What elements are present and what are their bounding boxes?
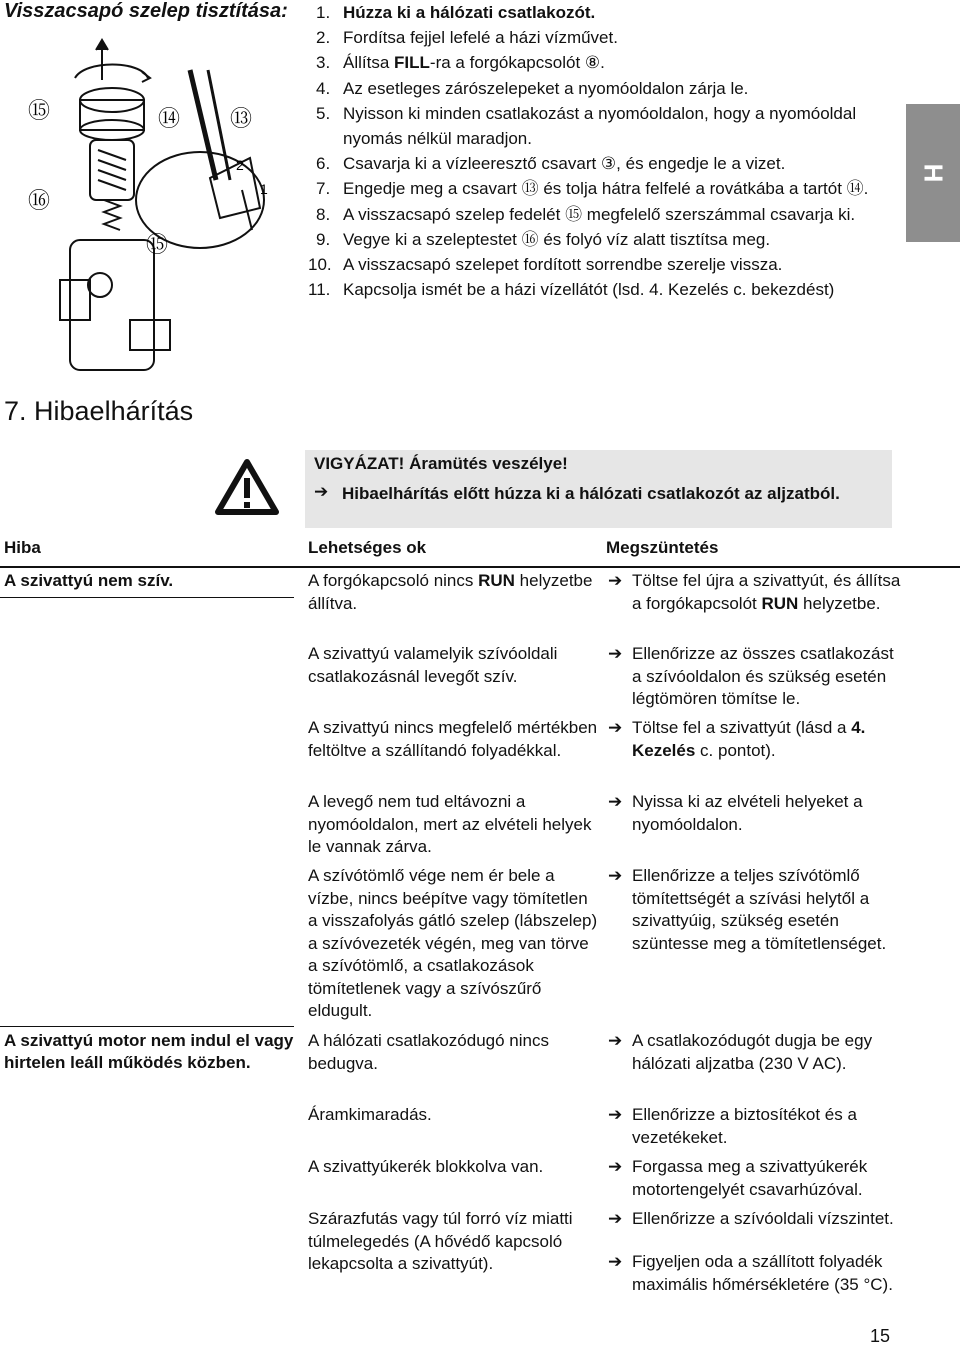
remedy-2-4: Ellenőrizze a szívóoldali vízszintet. xyxy=(632,1209,894,1228)
label-13: ⑬ xyxy=(230,107,253,132)
table-header-rule xyxy=(0,566,960,568)
arrow-icon: ➔ xyxy=(608,1252,623,1271)
arrow-icon: ➔ xyxy=(608,1105,623,1124)
header-fault: Hiba xyxy=(4,538,41,557)
page-number: 15 xyxy=(870,1326,891,1346)
cause-1-4: A levegő nem tud eltávozni a nyomóoldalon, mert az elvételi helyek le vannak zárva. xyxy=(308,792,592,856)
fault-2: A szivattyú motor nem indul el vagy hirtelen leáll működés közben. xyxy=(4,1031,294,1072)
language-tab: H xyxy=(906,104,960,242)
arrow-icon: ➔ xyxy=(608,1031,623,1050)
cause-2-1: A hálózati csatlakozódugó nincs bedugva. xyxy=(308,1031,549,1073)
label-2: 2 xyxy=(236,157,244,173)
arrow-icon: ➔ xyxy=(608,1209,623,1228)
remedy-1-4: Nyissa ki az elvételi helyeket a nyomóoldalon. xyxy=(632,792,863,834)
valve-illustration xyxy=(20,30,300,390)
remedy-1-3: Töltse fel a szivattyút (lásd a 4. Kezelés c. pontot). xyxy=(632,718,866,760)
step-6: 6. Csavarja ki a vízleeresztő csavart ③, és engedje le a vizet. xyxy=(316,154,786,174)
remedy-2-4b: Figyeljen oda a szállított folyadék maximális hőmérsékletére (35 °C). xyxy=(632,1252,893,1294)
cause-1-5: A szívótömlő vége nem ér bele a vízbe, nincs beépítve vagy tömítetlen a visszafolyás gátló szelep (lábszelep) a szívóvezeték végén, meg van törve a szívótömlő, a csatlakozások tömítetlenek vagy a szívószűrő eldugult. xyxy=(308,866,598,1020)
remedy-1-2: Ellenőrizze az összes csatlakozást a szívóoldalon és szükség esetén légtömören tömítse le. xyxy=(632,644,894,708)
header-remedy: Megszüntetés xyxy=(606,538,719,557)
remedy-2-2: Ellenőrizze a biztosítékot és a vezetékeket. xyxy=(632,1105,857,1147)
warning-triangle-icon xyxy=(214,458,280,516)
label-16: ⑯ xyxy=(28,189,51,214)
step-5: 5. Nyisson ki minden csatlakozást a nyomóoldalon, hogy a nyomóoldal nyomás nélkül maradjon. xyxy=(316,103,857,149)
header-cause: Lehetséges ok xyxy=(308,538,427,557)
step-8: 8. A visszacsapó szelep fedelét ⑮ megfelelő szerszámmal csavarja ki. xyxy=(316,204,856,224)
step-2: 2. Fordítsa fejjel lefelé a házi vízművet. xyxy=(316,28,618,48)
arrow-icon: ➔ xyxy=(608,792,623,811)
arrow-icon: ➔ xyxy=(608,1157,623,1176)
warning-title: VIGYÁZAT! Áramütés veszélye! xyxy=(314,454,568,473)
label-1: 1 xyxy=(260,181,268,197)
section-title: Visszacsapó szelep tisztítása: xyxy=(4,0,288,22)
cause-1-1: A forgókapcsoló nincs RUN helyzetbe állítva. xyxy=(308,571,593,613)
label-15-bottom: ⑮ xyxy=(146,233,169,258)
remedy-1-5: Ellenőrizze a teljes szívótömlő tömítettségét a szívási helytől a szivattyúig, szükség esetén szüntesse meg a tömítetlenséget. xyxy=(632,866,887,953)
warning-text: Hibaelhárítás előtt húzza ki a hálózati csatlakozót az aljzatból. xyxy=(342,484,840,503)
label-14: ⑭ xyxy=(158,107,181,132)
cleaning-steps xyxy=(308,0,876,302)
step-7: 7. Engedje meg a csavart ⑬ és tolja hátra felfelé a rovátkába a tartót ⑭. xyxy=(316,179,869,199)
step-10: 10. A visszacsapó szelepet fordított sorrendbe szerelje vissza. xyxy=(308,255,783,275)
remedy-1-1: Töltse fel újra a szivattyút, és állítsa a forgókapcsolót RUN helyzetbe. xyxy=(632,571,901,613)
chapter-title: 7. Hibaelhárítás xyxy=(4,396,194,426)
step-9: 9. Vegye ki a szeleptestet ⑯ és folyó víz alatt tisztítsa meg. xyxy=(316,229,771,249)
cause-2-2: Áramkimaradás. xyxy=(308,1105,432,1124)
step-4: 4. Az esetleges zárószelepeket a nyomóoldalon zárja le. xyxy=(316,78,749,98)
fault-rule xyxy=(0,597,294,598)
arrow-icon: ➔ xyxy=(608,571,623,590)
fault-1: A szivattyú nem szív. xyxy=(4,571,174,590)
remedy-2-1: A csatlakozódugót dugja be egy hálózati aljzatba (230 V AC). xyxy=(632,1031,873,1073)
cause-1-3: A szivattyú nincs megfelelő mértékben feltöltve a szállítandó folyadékkal. xyxy=(308,718,598,760)
step-11: 11. Kapcsolja ismét be a házi vízellátót (lsd. 4. Kezelés c. bekezdést) xyxy=(308,280,835,300)
step-1: 1. Húzza ki a hálózati csatlakozót. xyxy=(316,3,596,22)
arrow-icon: ➔ xyxy=(608,718,623,737)
remedy-2-3: Forgassa meg a szivattyúkerék motortengelyét csavarhúzóval. xyxy=(632,1157,868,1199)
label-15-top: ⑮ xyxy=(28,99,51,124)
fault-rule xyxy=(0,1026,294,1027)
cause-2-4: Szárazfutás vagy túl forró víz miatti túlmelegedés (A hővédő kapcsoló lekapcsolta a szivattyút). xyxy=(308,1209,573,1273)
step-3: 3. Állítsa FILL-ra a forgókapcsolót ⑧. xyxy=(316,53,605,73)
cause-2-3: A szivattyúkerék blokkolva van. xyxy=(308,1157,544,1176)
cause-1-2: A szivattyú valamelyik szívóoldali csatlakozásnál levegőt szív. xyxy=(308,644,558,686)
arrow-icon: ➔ xyxy=(314,482,329,501)
arrow-icon: ➔ xyxy=(608,644,623,663)
arrow-icon: ➔ xyxy=(608,866,623,885)
